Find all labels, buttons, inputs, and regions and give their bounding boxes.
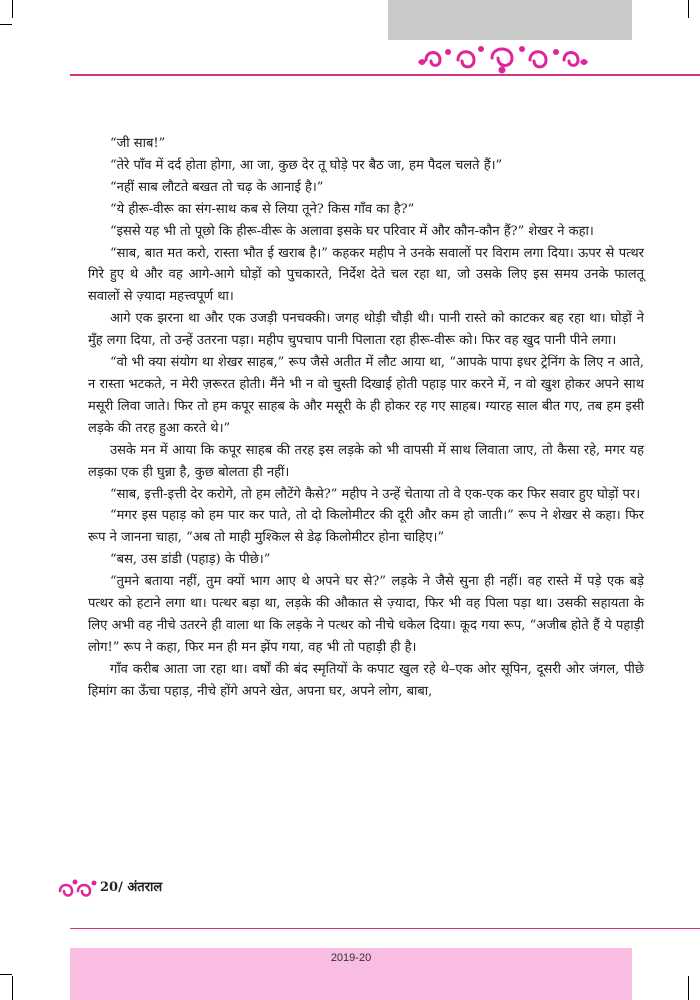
swirl-ornament-icon (418, 40, 588, 76)
paragraph: “मगर इस पहाड़ को हम पार कर पाते, तो दो किलोमीटर की दूरी और कम हो जाती।” रूप ने शेखर से कहा। फिर रूप ने जानना चाहा, “अब तो माही मुश्किल से डेढ़ किलोमीटर होना चाहिए।” (88, 508, 644, 546)
crop-mark (688, 0, 689, 18)
paragraph: आगे एक झरना था और एक उजड़ी पनचक्की। जगह थोड़ी चौड़ी थी। पानी रास्ते को काटकर बह रहा था। घोड़ों ने मुँह लगा दिया, तो उन्हें उतरना पड़ा। महीप चुपचाप पानी पिलाता रहा हीरू-वीरू को। फिर वह खुद पानी पीने लगा। (88, 311, 644, 349)
paragraph: “साब, बात मत करो, रास्ता भौत ई खराब है।” कहकर महीप ने उनके सवालों पर विराम लगा दिया। ऊपर से पत्थर गिरे हुए थे और वह आगे-आगे घोड़ों को पुचकारते, निर्देश देते चल रहा था, जो उसके लिए इस समय उनके फालतू सवालों से ज़्यादा महत्त्वपूर्ण था। (88, 245, 644, 305)
paragraph: “ये हीरू-वीरू का संग-साथ कब से लिया तूने? किस गाँव का है?” (110, 201, 415, 217)
crop-mark (12, 0, 13, 18)
paragraph: “बस, उस डांडी (पहाड़) के पीछे।” (110, 552, 271, 568)
page-number: 20/ अंतराल (100, 880, 163, 895)
paragraph: “जी साब!” (110, 136, 166, 151)
paragraph: “नहीं साब लौटते बखत तो चढ़ के आनाई है।” (110, 179, 324, 195)
footer-band (70, 948, 632, 1000)
header-grey-bar (388, 0, 632, 40)
footer-rule (70, 928, 700, 929)
paragraph: “वो भी क्या संयोग था शेखर साहब,” रूप जैसे अतीत में लौट आया था, “आपके पापा इधर ट्रेनिंग के लिए न आते, न रास्ता भटकते, न मेरी ज़रूरत होती। मैंने भी न वो चुस्ती दिखाई होती पहाड़ पार करने में, न वो खुश होकर अपने साथ मसूरी लिवा जाते। फिर तो हम कपूर साहब के और मसूरी के ही होकर रह गए साहब। ग्यारह साल बीत गए, तब हम इसी लड़के की तरह हुआ करते थे।” (88, 355, 644, 436)
paragraph: गाँव करीब आता जा रहा था। वर्षों की बंद स्मृतियों के कपाट खुल रहे थे–एक ओर सूपिन, दूसरी ओर जंगल, पीछे हिमांग का ऊँचा पहाड़, नीचे होंगे अपने खेत, अपना घर, अपने लोग, बाबा, (88, 661, 644, 699)
crop-mark (688, 976, 689, 1000)
paragraph: “तेरे पाँव में दर्द होता होगा, आ जा, कुछ देर तू घोड़े पर बैठ जा, हम पैदल चलते हैं।” (110, 157, 503, 173)
paragraph: “साब, इत्ती-इत्ती देर करोगे, तो हम लौटेंगे कैसे?” महीप ने उन्हें चेताया तो वे एक-एक कर फिर सवार हुए घोड़ों पर। (110, 486, 641, 502)
edition-year: 2019-20 (330, 952, 372, 964)
footer-ornament-icon (56, 877, 98, 899)
paragraph: “तुमने बताया नहीं, तुम क्यों भाग आए थे अपने घर से?” लड़के ने जैसे सुना ही नहीं। वह रास्ते में पड़े एक बड़े पत्थर को हटाने लगा था। पत्थर बड़ा था, लड़के की औकात से ज़्यादा, फिर भी वह पिला पड़ा था। उसकी सहायता के लिए अभी वह नीचे उतरने ही वाला था कि लड़के ने पत्थर को नीचे धकेल दिया। कूद गया रूप, “अजीब होते हैं ये पहाड़ी लोग!” रूप ने कहा, फिर मन ही मन झेंप गया, वह भी तो पहाड़ी ही है। (88, 574, 644, 655)
crop-mark (0, 974, 12, 975)
paragraph: “इससे यह भी तो पूछो कि हीरू-वीरू के अलावा इसके घर परिवार में और कौन-कौन हैं?” शेखर ने कहा। (110, 223, 594, 239)
crop-mark (0, 24, 12, 25)
header-rule (70, 74, 700, 76)
paragraph: उसके मन में आया कि कपूर साहब की तरह इस लड़के को भी वापसी में साथ लिवाता जाए, तो कैसा रहे, मगर यह लड़का एक ही घुन्ना है, कुछ बोलता ही नहीं। (88, 442, 644, 480)
body-text (88, 133, 644, 703)
crop-mark (12, 976, 13, 1000)
